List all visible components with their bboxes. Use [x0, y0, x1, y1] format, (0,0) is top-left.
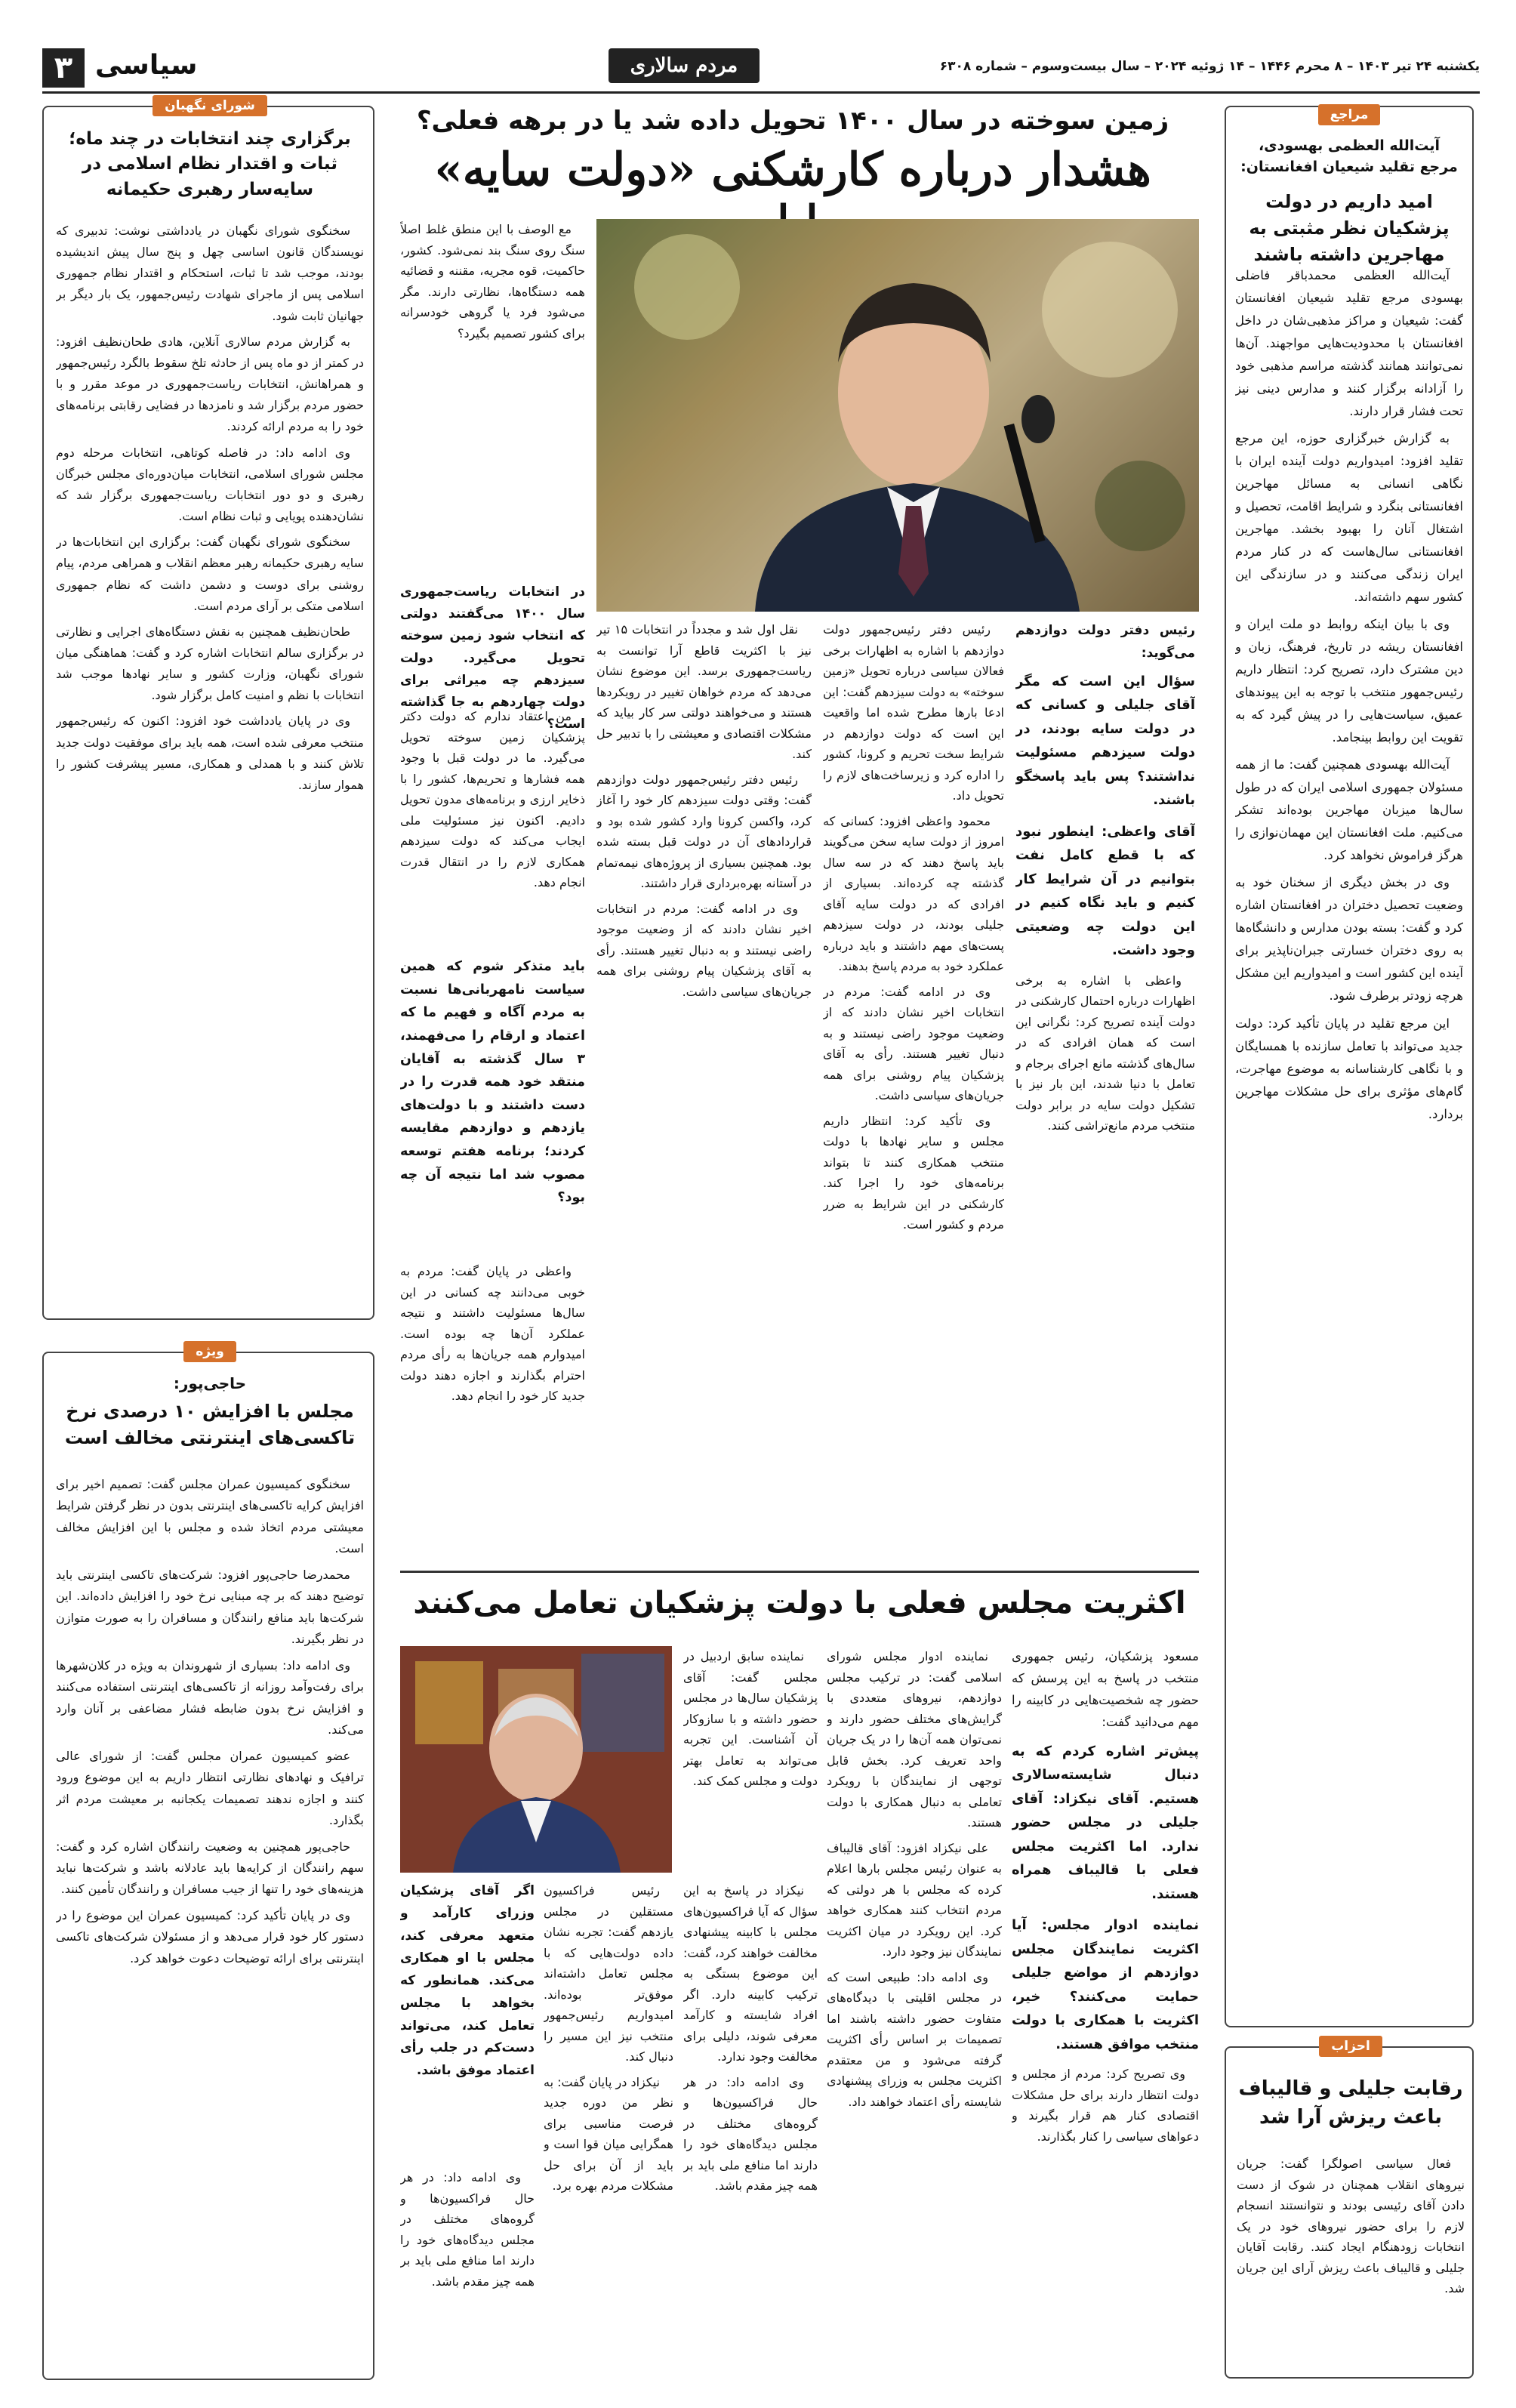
paragraph: وی در ادامه گفت: مردم در انتخابات اخیر نشان دادند که از وضعیت موجود راضی نیستند و به دنبال تغییر هستند. رأی به آقای پزشکیان پیام روشنی برای همه جریان‌های سیاسی داشت. — [596, 901, 812, 999]
section-divider — [400, 1571, 1199, 1573]
paragraph: وی در ادامه گفت: مردم در انتخابات اخیر نشان دادند که از وضعیت موجود راضی نیستند و به دنبال تغییر هستند. رأی به آقای پزشکیان پیام روشنی برای همه جریان‌های سیاسی داشت. — [823, 984, 1004, 1103]
lead-intro: مسعود پزشکیان، رئیس جمهوری منتخب در پاسخ به این پرسش که حضور چه شخصیت‌هایی در کابینه را مهم می‌دانید گفت: — [1012, 1649, 1199, 1729]
paragraph: به گزارش مردم سالاری آنلاین، هادی طحان‌نظیف افزود: در کمتر از دو ماه پس از حادثه تلخ سقوط بالگرد رئیس‌جمهور و همراهانش، انتخابات ریاست‌جمهوری در موعد مقرر و با حضور مردم برگزار شد و نامزدها در فضایی رقابتی برنامه‌های خود را به مردم ارائه کردند. — [56, 334, 364, 434]
paragraph: محمود واعظی افزود: کسانی که امروز از دولت سایه سخن می‌گویند باید پاسخ دهند که در سه سال گذشته چه کرده‌اند. بسیاری از افرادی که در دولت سایه آقای جلیلی بودند، در دولت سیزدهم پست‌های مهم داشتند و باید درباره عملکرد خود به مردم پاسخ بدهند. — [823, 813, 1004, 974]
marja-article — [1225, 106, 1474, 2027]
majlis-column-5 — [400, 2167, 535, 2371]
paragraph: علی نیکزاد افزود: آقای قالیباف به عنوان رئیس مجلس بارها اعلام کرده که مجلس با هر دولتی که مردم انتخاب کنند همکاری خواهد کرد. این رویکرد در میان اکثریت نمایندگان نیز وجود دارد. — [827, 1840, 1002, 1959]
paragraph: رئیس دفتر رئیس‌جمهور دولت دوازدهم با اشاره به اظهارات برخی فعالان سیاسی درباره تحویل «زمین سوخته» به دولت سیزدهم گفت: این ادعا بارها مطرح شده اما واقعیت این است که دولت دوازدهم در شرایط سخت تحریم و کرونا، کشور را اداره کرد و زیرساخت‌های لازم را تحویل داد. — [823, 622, 1004, 803]
majlis-column-4 — [544, 1880, 673, 2371]
paragraph: سخنگوی کمیسیون عمران مجلس گفت: تصمیم اخیر برای افزایش کرایه تاکسی‌های اینترنتی بدون در نظر گرفتن شرایط معیشتی مردم اتخاذ شده و مجلس با این افزایش مخالف است. — [56, 1477, 364, 1556]
lead-intro: رئیس دفتر دولت دوازدهم می‌گوید: — [1015, 623, 1195, 661]
paragraph: وی ادامه داد: طبیعی است که در مجلس اقلیتی با دیدگاه‌های متفاوت حضور داشته باشند اما تصمیمات بر اساس رأی اکثریت گرفته می‌شود و من معتقدم اکثریت مجلس به وزرای پیشنهادی شایسته رأی اعتماد خواهند داد. — [827, 1969, 1002, 2109]
paragraph: سخنگوی شورای نگهبان گفت: برگزاری این انتخابات‌ها در سایه رهبری حکیمانه رهبر معظم انقلاب و همراهی مردم، پیام روشنی برای دوست و دشمن داشت که نظام جمهوری اسلامی متکی بر آرای مردم است. — [56, 535, 364, 613]
article-title: امید داریم در دولت پزشکیان نظر مثبتی به مهاجرین داشته باشند — [1249, 191, 1450, 265]
paragraph: وی تصریح کرد: مردم از مجلس و دولت انتظار دارند برای حل مشکلات اقتصادی کنار هم قرار بگیرند و دعواهای سیاسی را کنار بگذارند. — [1012, 2067, 1199, 2144]
paragraph: واعظی در پایان گفت: مردم به خوبی می‌دانند چه کسانی در این سال‌ها مسئولیت داشتند و نتیجه عملکرد آن‌ها چه بوده است. امیدوارم همه جریان‌ها به رأی مردم احترام بگذارند و اجازه دهند دولت جدید کار خود را انجام دهد. — [400, 1264, 585, 1404]
majlis-highlight-quote: اگر آقای پزشکیان وزرای کارآمد و متعهد معرفی کند، مجلس با او همکاری می‌کند. همانطور که بخواهد با مجلس تعامل کند، می‌تواند دست‌کم در جلب رأی اعتماد موفق باشد. — [400, 1883, 535, 2078]
newspaper-logo: مردم سالاری — [609, 48, 760, 83]
main-column-4-bottom — [400, 1261, 585, 1555]
lead-body — [1015, 970, 1195, 1423]
paragraph: به گزارش خبرگزاری حوزه، این مرجع تقلید افزود: امیدواریم دولت آینده ایران با نگاهی انسانی به مسائل مهاجرین افغانستانی بنگرد و شرایط اقامت، تحصیل و اشتغال آنان را بهبود بخشد. مهاجرین افغانستانی سال‌هاست که در کنار مردم ایران زندگی می‌کنند و در سازندگی این کشور سهم داشته‌اند. — [1235, 431, 1463, 605]
paragraph: وی با بیان اینکه روابط دو ملت ایران و افغانستان ریشه در تاریخ، فرهنگ، زبان و دین مشترک دارد، تصریح کرد: انتظار داریم رئیس‌جمهور منتخب با توجه به این پیوندهای عمیق، سیاست‌هایی را در پیش گیرد که به تقویت این روابط بینجامد. — [1235, 617, 1463, 745]
main-headline: هشدار درباره کارشکنی «دولت سایه» — [434, 143, 1151, 196]
lead-body — [1012, 2064, 1199, 2381]
taxi-article — [42, 1344, 374, 2380]
supertitle-line-2: مرجع تقلید شیعیان افغانستان: — [1240, 158, 1458, 175]
paragraph: آیت‌الله بهسودی همچنین گفت: ما از همه مسئولان جمهوری اسلامی ایران که در طول سال‌ها میزبان مهاجرین بوده‌اند تشکر می‌کنیم. ملت افغانستان این مهمان‌نوازی را هرگز فراموش نخواهد کرد. — [1235, 757, 1463, 863]
majlis-photo — [400, 1646, 672, 1873]
paragraph: من اعتقاد ندارم که دولت دکتر پزشکیان زمین سوخته تحویل می‌گیرد. ما در دولت قبل با وجود همه فشارها و تحریم‌ها، کشور را با ذخایر ارزی و برنامه‌های مدون تحویل دادیم. اکنون نیز مسئولیت ملی ایجاب می‌کند که دولت سیزدهم همکاری لازم را در انتقال قدرت انجام دهد. — [400, 709, 585, 890]
lead-quote-1: سؤال این است که مگر آقای جلیلی و کسانی که در دولت سایه بودند، در دولت سیزدهم مسئولیت نداشتند؟ پس باید پاسخگو باشند. — [1015, 673, 1195, 808]
paragraph: وی ادامه داد: در فاصله کوتاهی، انتخابات مرحله دوم مجلس شورای اسلامی، انتخابات میان‌دوره‌ای مجلس خبرگان رهبری و دو دور انتخابات ریاست‌جمهوری برگزار شد که نشان‌دهنده پویایی و ثبات نظام است. — [56, 445, 364, 524]
paragraph: نیکزاد در پایان گفت: به نظر من دوره جدید فرصت مناسبی برای همگرایی میان قوا است و باید از آن برای حل مشکلات مردم بهره برد. — [544, 2074, 673, 2194]
paragraph: طحان‌نظیف همچنین به نقش دستگاه‌های اجرایی و نظارتی در برگزاری سالم انتخابات اشاره کرد و گفت: هماهنگی میان شورای نگهبان، وزارت کشور و سایر نهادها موجب شد انتخابات با نظم و امنیت کامل برگزار شود. — [56, 624, 364, 703]
paragraph: این مرجع تقلید در پایان تأکید کرد: دولت جدید می‌تواند با تعامل سازنده با همسایگان و با نگاهی کارشناسانه به موضوع مهاجرت، گام‌های مؤثری برای حل مشکلات مهاجرین بردارد. — [1235, 1016, 1463, 1121]
article-body — [1235, 264, 1463, 2016]
majlis-lead — [1012, 1646, 1199, 2371]
paragraph: نقل اول شد و مجدداً در انتخابات ۱۵ تیر نیز با اکثریت قاطع آرا توانست به ریاست‌جمهوری برسد. این موضوع نشان می‌دهد که مردم خواهان تغییر در رویکردها هستند و می‌خواهند دولتی سر کار بیاید که مشکلات اقتصادی و معیشتی را با تدبیر حل کند. — [596, 622, 812, 762]
lead-quote-2: آقای واعظی: اینطور نبود که با قطع کامل نفت بتوانیم در آن شرایط کار کنیم و باید نگاه کنیم در این دولت چه وضعیتی وجود داشت. — [1015, 823, 1195, 958]
paragraph: مع الوصف با این منطق غلط اصلاً سنگ روی سنگ بند نمی‌شود. کشور، حاکمیت، قوه مجریه، مقننه و قضائیه همه دستگاه‌ها، نظارتی دارند. مگر می‌شود فرد یا گروهی خودسرانه برای کشور تصمیم بگیرد؟ — [400, 222, 585, 341]
article-supertitle — [1234, 136, 1465, 177]
article-title: رقابت جلیلی و قالیباف باعث ریزش آرا شد — [1238, 2077, 1463, 2129]
paragraph: عضو کمیسیون عمران مجلس گفت: از شورای عالی ترافیک و نهادهای نظارتی انتظار داریم به این موضوع ورود کنند و اجازه ندهند تصمیمات یکجانبه بر معیشت مردم اثر بگذارد. — [56, 1748, 364, 1828]
paragraph: وی تأکید کرد: انتظار داریم مجلس و سایر نهادها با دولت منتخب همکاری کنند تا بتواند برنامه‌های خود را اجرا کند. کارشکنی در این شرایط به ضرر مردم و کشور است. — [823, 1113, 1004, 1232]
paragraph: وی ادامه داد: بسیاری از شهروندان به ویژه در کلان‌شهرها برای رفت‌وآمد روزانه از تاکسی‌های اینترنتی استفاده می‌کنند و افزایش نرخ بدون ضابطه فشار مضاعفی بر آنان وارد می‌کند. — [56, 1657, 364, 1737]
page-number: ۳ — [42, 48, 85, 88]
paragraph: وی در بخش دیگری از سخنان خود به وضعیت تحصیل دختران در افغانستان اشاره کرد و گفت: بسته بودن مدارس و دانشگاه‌ها به روی دختران خسارتی جبران‌ناپذیر برای آینده این کشور است و امیدواریم این مشکل هرچه زودتر برطرف شود. — [1235, 875, 1463, 1004]
article-supertitle: حاجی‌پور: — [173, 1374, 247, 1392]
paragraph: سخنگوی شورای نگهبان در یادداشتی نوشت: تدبیری که نویسندگان قانون اساسی چهل و پنج سال پیش اندیشیده بودند، موجب شد تا ثبات، استحکام و اقتدار نظام جمهوری اسلامی پس از ماجرای شهادت رئیس‌جمهور، یک بار دیگر بر جهانیان ثابت شود. — [56, 224, 364, 323]
paragraph: وی ادامه داد: در هر حال فراکسیون‌ها و گروه‌های مختلف در مجلس دیدگاه‌های خود را دارند اما منافع ملی باید بر همه چیز مقدم باشد. — [400, 2170, 535, 2289]
main-subhead: در انتخابات ریاست‌جمهوری سال ۱۴۰۰ می‌گفتند دولتی که انتخاب شود زمین سوخته تحویل می‌گیرد. دولت سیزدهم چه میراثی برای دولت چهاردهم به جا گذاشته است؟ — [400, 584, 585, 732]
main-highlight-quote: باید متذکر شوم که همین سیاست نامهربانی‌ها نسبت به مردم آگاه و فهیم ما که اعتماد و ارقام را می‌فهمند، ۳ سال گذشته به آقایان منتقد خود همه قدرت را در دست داشتند و با دولت‌های یازدهم و دوازدهم مقایسه کردند؛ برنامه هفتم توسعه مصوب شد اما نتیجه آن چه بود؟ — [400, 959, 585, 1206]
paragraph: واعظی با اشاره به برخی اظهارات درباره احتمال کارشکنی در دولت آینده تصریح کرد: نگرانی این است که همان افرادی که در سال‌های گذشته مانع اجرای برجام و تعامل با دنیا شدند، این بار نیز با تشکیل دولت سایه در برابر دولت منتخب مردم مانع‌تراشی کنند. — [1015, 973, 1195, 1133]
paragraph: نماینده سابق اردبیل در مجلس گفت: آقای پزشکیان سال‌ها در مجلس حضور داشته و با سازوکار آن آشناست. این تجربه می‌تواند به تعامل بهتر دولت و مجلس کمک کند. — [683, 1649, 818, 1789]
main-lead — [1015, 619, 1195, 1555]
main-photo — [596, 219, 1199, 612]
majlis-column-3 — [683, 1880, 818, 2371]
portrait-illustration — [596, 219, 1199, 612]
article-body — [56, 220, 364, 1308]
paragraph: نماینده ادوار مجلس شورای اسلامی گفت: در ترکیب مجلس دوازدهم، نیروهای متعددی با گرایش‌های مختلف حضور دارند و نمی‌توان همه آن‌ها را در یک جریان واحد تعریف کرد. بخش قابل توجهی از نمایندگان با رویکرد تعاملی به دنبال همکاری با دولت هستند. — [827, 1649, 1002, 1830]
article-title: برگزاری چند انتخابات در چند ماه؛ ثبات و اقتدار نظام اسلامی در سایه‌سار رهبری حکیمانه — [69, 129, 351, 199]
paragraph: وی در پایان یادداشت خود افزود: اکنون که رئیس‌جمهور منتخب معرفی شده است، همه باید برای موفقیت دولت جدید تلاش کنند و با همدلی و همکاری، مسیر پیشرفت کشور را هموار سازند. — [56, 714, 364, 792]
majlis-column-2 — [827, 1646, 1002, 2371]
section-title: سیاسی — [95, 50, 198, 81]
supertitle-line-1: آیت‌الله العظمی بهسودی، — [1258, 137, 1441, 154]
article-title: مجلس با افزایش ۱۰ درصدی نرخ تاکسی‌های اینترنتی مخالف است — [64, 1401, 356, 1448]
main-column-3 — [596, 619, 812, 1555]
paragraph: حاجی‌پور همچنین به وضعیت رانندگان اشاره کرد و گفت: سهم رانندگان از کرایه‌ها باید عادلانه باشد و شرکت‌ها نباید هزینه‌های خود را تنها از جیب مسافران و رانندگان تأمین کنند. — [56, 1839, 364, 1897]
section-tag-maraje: مراجع — [1318, 104, 1381, 125]
page-header — [42, 48, 1480, 94]
main-column-2 — [823, 619, 1004, 1555]
ahzab-article — [1225, 2039, 1474, 2379]
article-body — [1237, 2154, 1465, 2373]
portrait-illustration — [400, 1646, 672, 1873]
lead-quote-1: پیش‌تر اشاره کردم که به دنبال شایسته‌سالاری هستیم. آقای نیکزاد: آقای جلیلی در مجلس حضور ندارد. اما اکثریت مجلس فعلی با قالیباف همراه هستند. — [1012, 1743, 1199, 1902]
majlis-column-3-top — [683, 1646, 818, 1873]
main-kicker: زمین سوخته در سال ۱۴۰۰ تحویل داده شد یا در برهه فعلی؟ — [416, 106, 1169, 136]
main-column-4-top — [400, 219, 585, 574]
paragraph: رئیس دفتر رئیس‌جمهور دولت دوازدهم گفت: وقتی دولت سیزدهم کار خود را آغاز کرد، واکسن کرونا وارد کشور شده بود و قراردادهای آن در دولت قبل بسته شده بود. همچنین بسیاری از پروژه‌های نیمه‌تمام در آستانه بهره‌برداری قرار داشتند. — [596, 772, 812, 891]
main-column-4-mid — [400, 706, 585, 948]
shura-article — [42, 98, 374, 1320]
date-line: یکشنبه ۲۴ تیر ۱۴۰۳ – ۸ محرم ۱۴۴۶ – ۱۴ ژوئیه ۲۰۲۴ – سال بیست‌وسوم – شماره ۶۳۰۸ — [939, 59, 1480, 74]
majlis-headline: اکثریت مجلس فعلی با دولت پزشکیان تعامل می‌کنند — [413, 1586, 1186, 1620]
paragraph: فعال سیاسی اصولگرا گفت: جریان نیروهای انقلاب همچنان در شوک از دست دادن آقای رئیسی بودند و نتوانستند انسجام لازم را برای حضور نیروهای خود در یک انتخابات زودهنگام ایجاد کنند. رقابت آقایان جلیلی و قالیباف باعث ریزش آرای این جریان شد. — [1237, 2157, 1465, 2296]
section-tag-ahzab: احزاب — [1319, 2036, 1382, 2057]
paragraph: نیکزاد در پاسخ به این سؤال که آیا فراکسیون‌های مجلس با کابینه پیشنهادی مخالفت خواهند کرد، گفت: این موضوع بستگی به ترکیب کابینه دارد. اگر افراد شایسته و کارآمد معرفی شوند، دلیلی برای مخالفت وجود ندارد. — [683, 1883, 818, 2064]
section-tag-shura: شورای نگهبان — [153, 95, 267, 116]
article-body — [56, 1474, 364, 2373]
paragraph: وی ادامه داد: در هر حال فراکسیون‌ها و گروه‌های مختلف در مجلس دیدگاه‌های خود را دارند اما منافع ملی باید بر همه چیز مقدم باشد. — [683, 2074, 818, 2194]
paragraph: وی در پایان تأکید کرد: کمیسیون عمران این موضوع را در دستور کار خود قرار می‌دهد و از مسئولان شرکت‌های تاکسی اینترنتی برای ارائه توضیحات دعوت خواهد کرد. — [56, 1907, 364, 1966]
lead-quote-2: نماینده ادوار مجلس: آیا اکثریت نمایندگان مجلس دوازدهم از مواضع جلیلی حمایت می‌کنند؟ خیر، اکثریت با همکاری با دولت منتخب موافق هستند. — [1012, 1917, 1199, 2052]
paragraph: رئیس فراکسیون مستقلین در مجلس یازدهم گفت: تجربه نشان داده دولت‌هایی که با مجلس تعامل داشته‌اند موفق‌تر بوده‌اند. امیدواریم رئیس‌جمهور منتخب نیز این مسیر را دنبال کند. — [544, 1883, 673, 2064]
paragraph: محمدرضا حاجی‌پور افزود: شرکت‌های تاکسی اینترنتی باید توضیح دهند که بر چه مبنایی نرخ خود را افزایش داده‌اند. این شرکت‌ها باید منافع رانندگان و مسافران را به صورت متوازن در نظر بگیرند. — [56, 1567, 364, 1647]
section-tag-vizheh: ویژه — [183, 1341, 236, 1362]
paragraph: آیت‌الله العظمی محمدباقر فاضلی بهسودی مرجع تقلید شیعیان افغانستان گفت: شیعیان و مراکز مذهبی‌شان در داخل افغانستان با محدودیت‌هایی مواجهند. آن‌ها نمی‌توانند همانند گذشته مراسم مذهبی خود را آزادانه برگزار کنند و مدارس دینی نیز تحت فشار قرار دارند. — [1235, 268, 1463, 419]
